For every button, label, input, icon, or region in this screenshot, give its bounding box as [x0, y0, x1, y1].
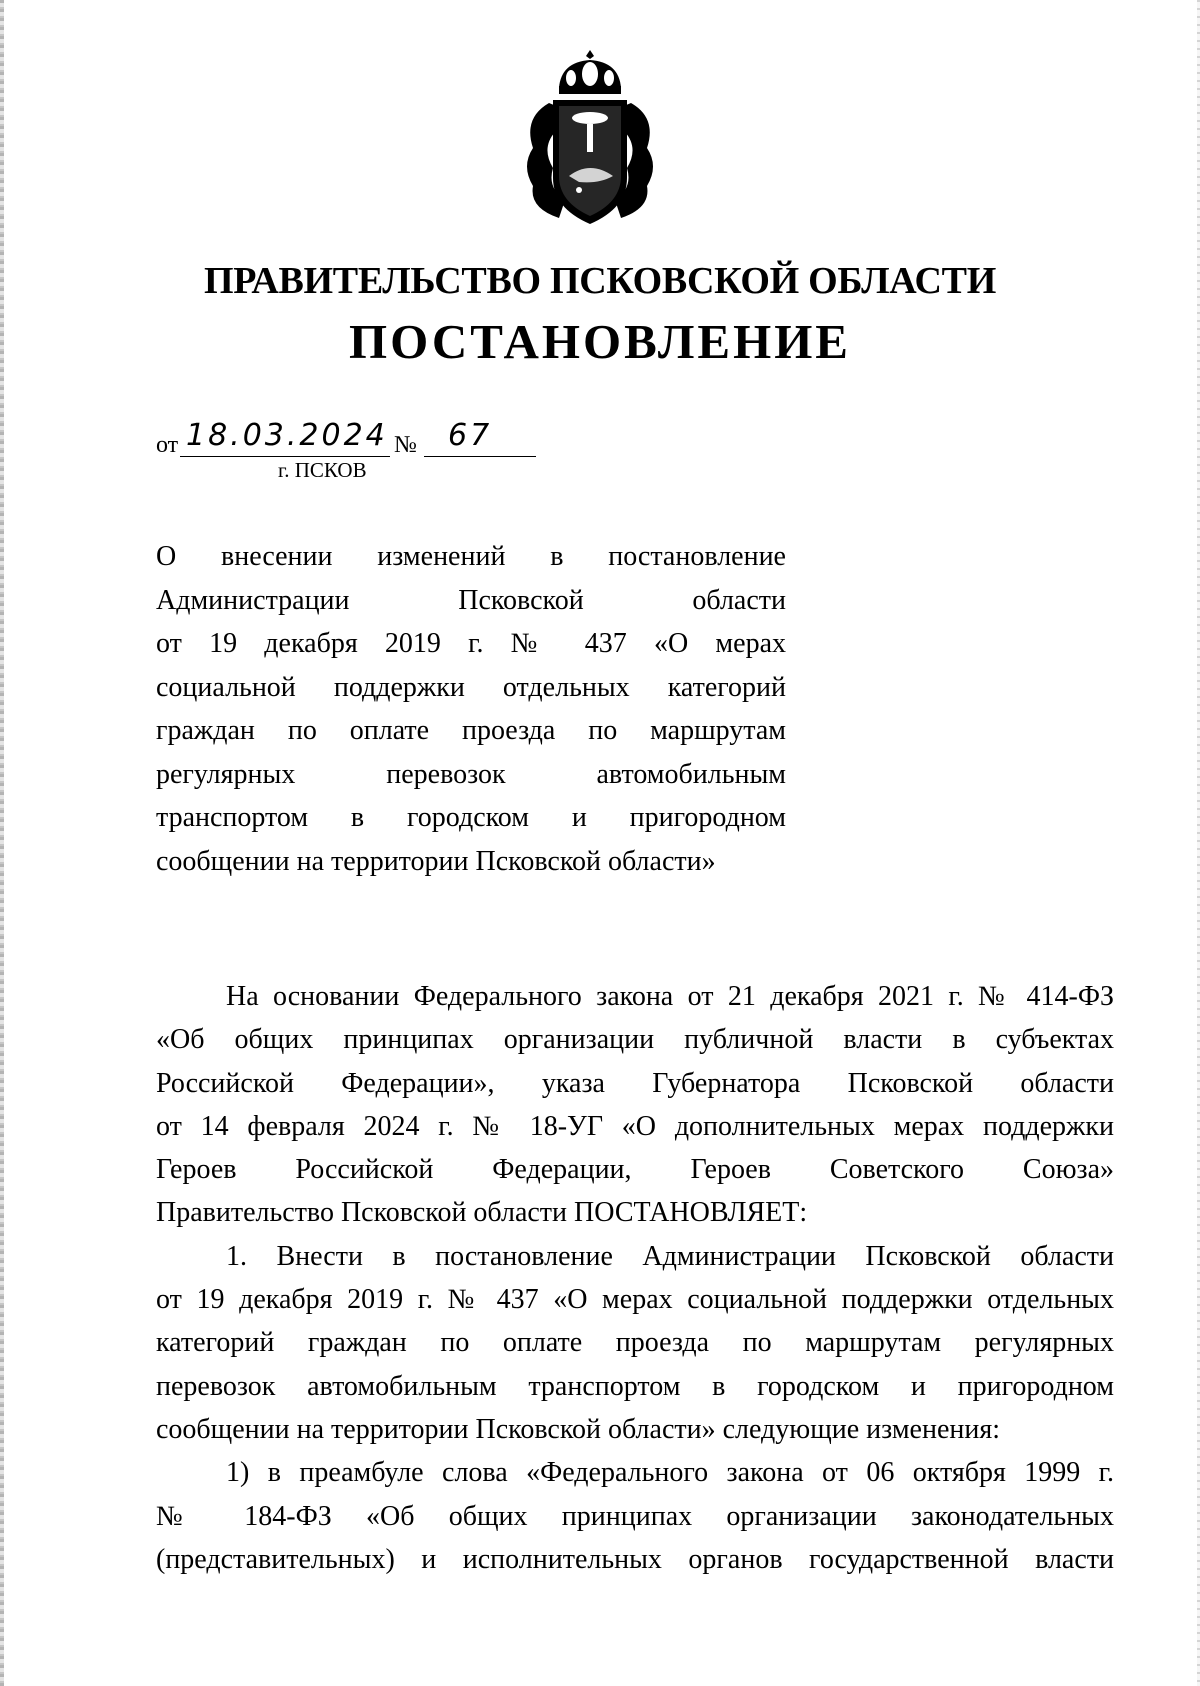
body-line: 1. Внести в постановление Администрации Псковской области — [226, 1240, 1114, 1272]
body-line: сообщении на территории Псковской области» следующие изменения: — [156, 1413, 1001, 1445]
body-line: «Об общих принципах организации публичной власти в субъектах — [156, 1024, 1114, 1056]
subject-line: от 19 декабря 2019 г. № 437 «О мерах — [156, 628, 786, 659]
subject-line: социальной поддержки отдельных категорий — [156, 671, 786, 703]
subject-line: сообщении на территории Псковской области» — [156, 845, 716, 877]
body-line: перевозок автомобильным транспортом в городском и пригородном — [156, 1370, 1114, 1402]
organization-title: ПРАВИТЕЛЬСТВО ПСКОВСКОЙ ОБЛАСТИ — [204, 260, 996, 302]
document-body — [156, 975, 1114, 1581]
body-line: категорий граждан по оплате проезда по маршрутам регулярных — [156, 1327, 1114, 1359]
subject-line: О внесении изменений в постановление — [156, 541, 786, 572]
body-line: Российской Федерации», указа Губернатора Псковской области — [156, 1067, 1114, 1099]
body-line: 1) в преамбуле слова «Федерального закона от 06 октября 1999 г. — [226, 1457, 1114, 1489]
date-prefix: от — [156, 432, 179, 458]
document-type-title: ПОСТАНОВЛЕНИЕ — [349, 314, 851, 369]
subject-line: Администрации Псковской области — [156, 584, 786, 616]
body-line: Героев Российской Федерации, Героев Советского Союза» — [156, 1154, 1114, 1186]
document-subject — [156, 535, 786, 883]
number-underline — [424, 456, 536, 457]
document-date: 18.03.2024 — [186, 418, 388, 453]
body-line: Правительство Псковской области ПОСТАНОВЛЯЕТ: — [156, 1197, 808, 1229]
subject-line: граждан по оплате проезда по маршрутам — [156, 715, 786, 746]
date-underline — [180, 456, 390, 457]
number-prefix: № — [394, 432, 417, 458]
body-line: На основании Федерального закона от 21 декабря 2021 г. № 414-ФЗ — [226, 981, 1114, 1012]
body-line: от 19 декабря 2019 г. № 437 «О мерах социальной поддержки отдельных — [156, 1284, 1114, 1316]
body-line: от 14 февраля 2024 г. № 18-УГ «О дополнительных мерах поддержки — [156, 1110, 1114, 1142]
document-city: г. ПСКОВ — [278, 458, 367, 482]
document-number: 67 — [448, 418, 493, 453]
coat-of-arms-emblem — [519, 48, 661, 230]
subject-line: регулярных перевозок автомобильным — [156, 758, 786, 790]
body-line: (представительных) и исполнительных органов государственной власти — [156, 1543, 1114, 1575]
scan-edge-left — [0, 0, 4, 1686]
subject-line: транспортом в городском и пригородном — [156, 802, 786, 833]
body-line: № 184-ФЗ «Об общих принципах организации законодательных — [156, 1500, 1114, 1532]
